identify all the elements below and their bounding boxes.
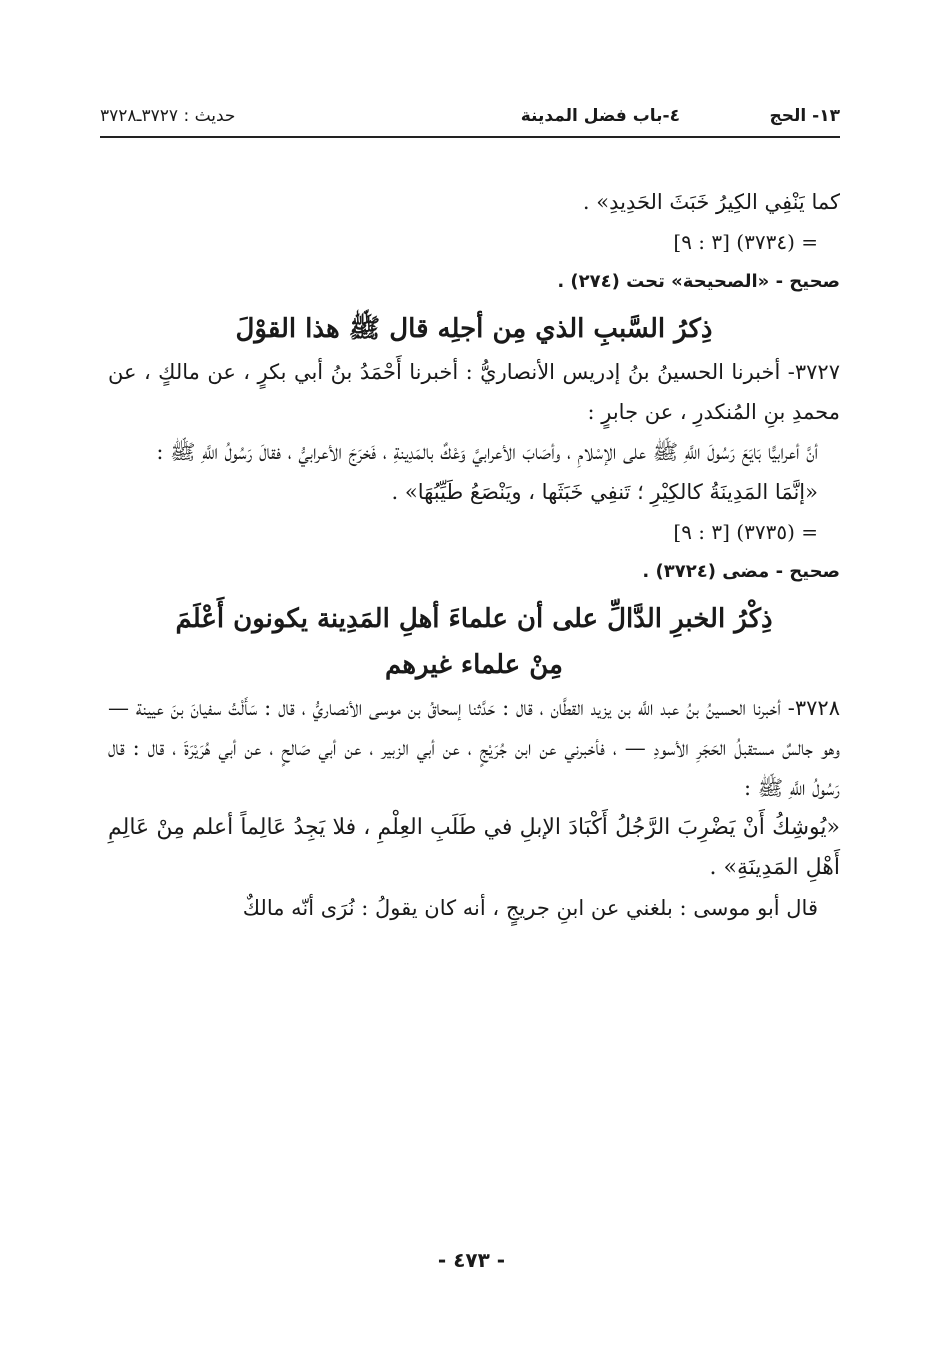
header-chapter: ١٣- الحج bbox=[769, 106, 840, 126]
running-header bbox=[100, 102, 840, 138]
chapter-heading-1: ذِكرُ السَّببِ الذي مِن أجلِه قال ﷺ هذا القوْلَ bbox=[235, 314, 713, 344]
hadith-3728-matn: «يُوشِكُ أَنْ يَضْرِبَ الرَّجُلُ أَكْبَادَ الإبلِ في طَلَبِ العِلْمِ ، فلا يَجِدُ عَالِماً أعلم مِنْ عَالِمِ أَهْلِ المَدِينَةِ» . bbox=[108, 815, 840, 880]
grade-note-2: صحيح - مضى (٣٧٢٤) . bbox=[642, 561, 840, 582]
hadith-3728-isnad: ٣٧٢٨- أخبرنا الحسينُ بنُ عبد اللَّه بن يزيد القطَّان ، قال : حَدَّثنا إسحاقُ بن موسى الأنصاريُّ ، قال : سَأَلْتُ سفيانَ بنَ عيينة — وهو جالسٌ مستقبلُ الحَجَرِ الأسودِ — ، فأخبرني عن ابن جُرَيْجٍ ، عن أبي الزبير ، عن أبي صَالحٍ ، عن أبي هُرَيْرَةَ ، قال : قال رَسُولُ اللَّهِ ﷺ : bbox=[108, 696, 840, 800]
reference-3735: = (٣٧٣٥) [٣ : ٩] bbox=[673, 520, 818, 544]
page-body bbox=[108, 182, 840, 928]
reference-3734: = (٣٧٣٤) [٣ : ٩] bbox=[673, 230, 818, 254]
header-section: ٤-باب فضل المدينة bbox=[520, 106, 680, 126]
hadith-3728-note: قال أبو موسى : بلغني عن ابنِ جريجٍ ، أنه كان يقولُ : نُرَى أنّه مالكٌ bbox=[242, 896, 818, 920]
continued-text: كما يَنْفِي الكِيرُ خَبَثَ الحَدِيدِ» . bbox=[582, 190, 840, 214]
hadith-3727-quote: «إنَّمَا المَدِينَةُ كالكِيْرِ ؛ تَنفِي خَبَثَها ، ويَنْصَعُ طَيِّبُهَا» . bbox=[391, 480, 818, 504]
chapter-heading-2-line-1: ذِكْرُ الخبرِ الدَّالِّ على أن علماءَ أهلِ المَدِينة يكونون أَعْلَمَ bbox=[175, 604, 773, 634]
grade-note-1: صحيح - «الصحيحة» تحت (٢٧٤) . bbox=[557, 271, 840, 292]
hadith-3727-matn: أنَّ أعرابيًّا بَايَعَ رَسُولَ اللَّهِ ﷺ على الإسْلامِ ، وأصَابَ الأعرابيَّ وَعْكٌ بالمَدِينةِ ، فَخرَجَ الأعرابيُّ ، فقالَ رَسُولُ اللَّهِ ﷺ : bbox=[156, 440, 818, 464]
page-number: - ٤٧٣ - bbox=[437, 1248, 506, 1272]
hadith-3727-isnad: ٣٧٢٧- أخبرنا الحسينُ بنُ إدريس الأنصاريُّ : أخبرنا أَحْمَدُ بنُ أبي بكرٍ ، عن مالكٍ ، عن محمدِ بنِ المُنكدرِ ، عن جابرٍ : bbox=[108, 360, 840, 424]
header-hadith-range: حديث : ٣٧٢٧ـ٣٧٢٨ bbox=[100, 106, 236, 126]
chapter-heading-2-line-2: مِنْ علماء غيرهم bbox=[385, 650, 563, 680]
